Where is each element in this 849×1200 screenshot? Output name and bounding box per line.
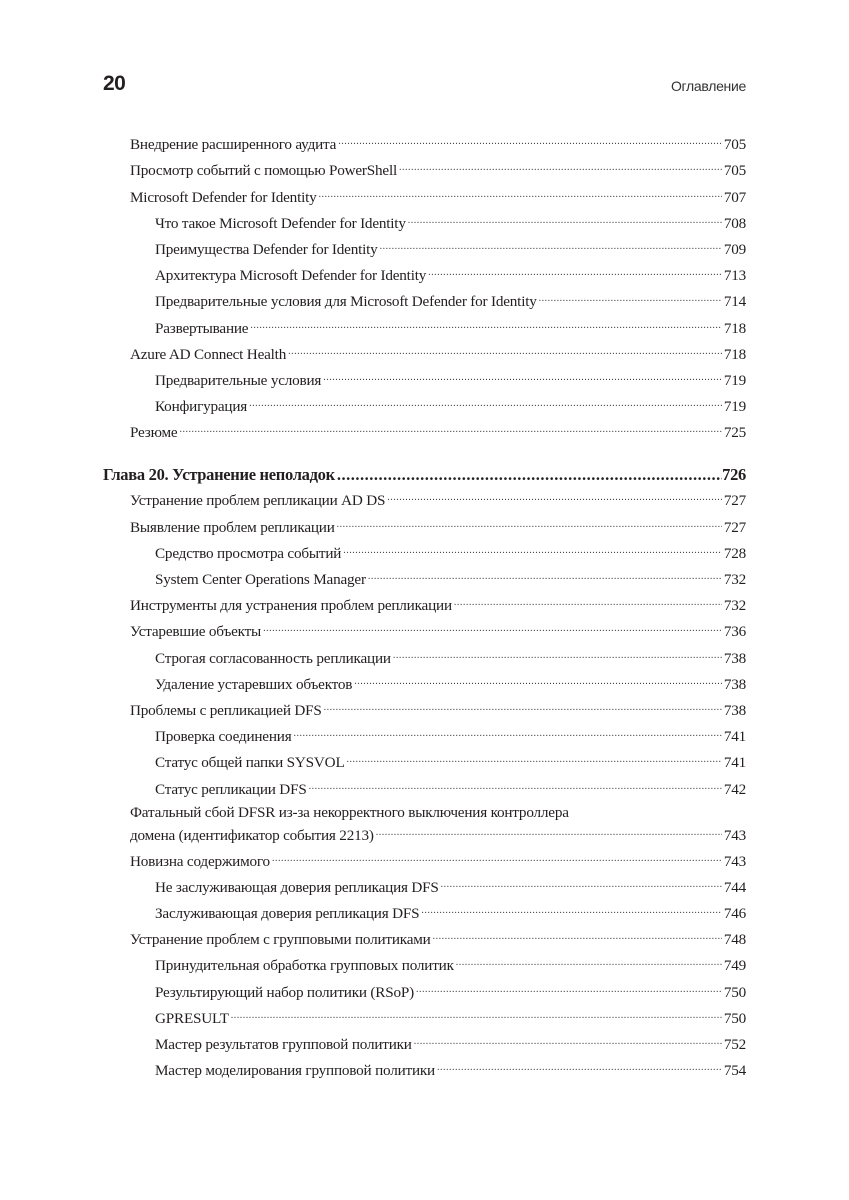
toc-entry-page: 728 [723, 544, 746, 562]
toc-entry-page: 752 [723, 1036, 746, 1053]
toc-entry-title: System Center Operations Manager [155, 571, 366, 588]
toc-entry-page: 748 [723, 931, 746, 949]
toc-entry[interactable] [103, 668, 746, 694]
toc-entry-page: 714 [723, 293, 746, 311]
toc-entry-title: Принудительная обработка групповых политик [155, 957, 454, 975]
toc-entry-page: 736 [723, 623, 746, 641]
toc-leader-dots [428, 264, 722, 282]
toc-entry-title-line1: Фатальный сбой DFSR из-за некорректного выключения контроллера [130, 803, 569, 821]
toc-entry[interactable] [103, 364, 746, 390]
toc-entry[interactable] [103, 259, 746, 285]
toc-entry-title: Мастер результатов групповой политики [155, 1036, 412, 1053]
toc-entry[interactable] [103, 338, 746, 364]
toc-entry-title: Инструменты для устранения проблем репликации [130, 597, 452, 615]
toc-leader-dots [416, 981, 722, 999]
toc-entry-page: 718 [723, 345, 746, 363]
toc-leader-dots [368, 568, 722, 586]
toc-entry-title: Развертывание [155, 319, 249, 337]
toc-leader-dots [456, 954, 722, 972]
toc-entry-page: 709 [723, 240, 746, 258]
toc-entry-page: 718 [723, 319, 746, 337]
toc-entry-multiline[interactable] [103, 799, 746, 845]
toc-leader-dots [179, 421, 721, 439]
toc-leader-dots [376, 824, 722, 842]
toc-entry-title: Устранение проблем с групповыми политиками [130, 931, 431, 949]
toc-leader-dots [343, 542, 722, 560]
toc-entry[interactable] [103, 772, 746, 798]
toc-entry[interactable] [103, 746, 746, 772]
toc-entry-title: GPRESULT [155, 1009, 229, 1027]
toc-entry-page: 725 [723, 424, 746, 442]
toc-leader-dots [288, 343, 722, 361]
toc-entry-title: Новизна содержимого [130, 852, 270, 870]
toc-chapter-entry[interactable] [103, 456, 746, 484]
toc-entry-page: 708 [723, 214, 746, 232]
toc-entry-title: Резюме [130, 424, 178, 442]
toc-entry[interactable] [103, 128, 746, 154]
toc-entry[interactable] [103, 233, 746, 259]
toc-leader-dots [399, 159, 722, 177]
running-head: Оглавление [670, 78, 746, 94]
toc-entry-title: Архитектура Microsoft Defender for Identity [155, 267, 427, 285]
toc-leader-dots [433, 928, 722, 946]
toc-entry-page: 719 [723, 398, 746, 416]
toc-entry-title: Microsoft Defender for Identity [130, 188, 317, 206]
toc-entry-title: Преимущества Defender for Identity [155, 240, 378, 258]
toc-leader-dots [309, 778, 722, 796]
toc-entry-title: Просмотр событий с помощью PowerShell [130, 162, 398, 180]
toc-leader-dots [454, 594, 722, 612]
toc-entry[interactable] [103, 975, 746, 1001]
toc-entry-page: 705 [723, 136, 746, 154]
toc-entry-title: Средство просмотра событий [155, 544, 342, 562]
toc-entry-page: 732 [723, 597, 746, 615]
table-of-contents [103, 128, 746, 1080]
toc-entry-title: Что такое Microsoft Defender for Identity [155, 214, 406, 232]
toc-entry-title: Глава 20. Устранение неполадок [103, 465, 335, 485]
toc-entry-title: Строгая согласованность репликации [155, 649, 391, 667]
toc-leader-dots [319, 186, 722, 204]
toc-entry-title: Не заслуживающая доверия репликация DFS [155, 878, 439, 896]
toc-group-before [103, 128, 746, 442]
toc-entry[interactable] [103, 537, 746, 563]
toc-leader-dots [263, 620, 722, 638]
toc-entry[interactable] [103, 845, 746, 871]
toc-entry-page: 746 [723, 905, 746, 923]
toc-leader-dots [337, 466, 722, 484]
toc-leader-dots [539, 290, 722, 308]
toc-entry-page: 713 [723, 267, 746, 285]
toc-entry[interactable] [103, 563, 746, 589]
toc-entry-title: Статус общей папки SYSVOL [155, 754, 345, 772]
toc-entry-title: Результирующий набор политики (RSoP) [155, 983, 414, 1001]
toc-leader-dots [324, 699, 722, 717]
toc-entry-title: Внедрение расширенного аудита [130, 136, 337, 154]
toc-entry-page: 750 [723, 1009, 746, 1027]
toc-group-after-a [103, 484, 746, 798]
toc-entry-title: Проверка соединения [155, 728, 292, 746]
toc-entry-page: 743 [723, 852, 746, 870]
toc-entry-title: Azure AD Connect Health [130, 345, 287, 363]
toc-entry[interactable] [103, 871, 746, 897]
toc-leader-dots [323, 369, 722, 387]
toc-entry[interactable] [103, 720, 746, 746]
toc-entry[interactable] [103, 589, 746, 615]
toc-entry[interactable] [103, 923, 746, 949]
toc-entry-title: Мастер моделирования групповой политики [155, 1062, 435, 1080]
toc-entry[interactable] [103, 207, 746, 233]
toc-leader-dots [347, 751, 722, 769]
toc-entry-page: 738 [723, 675, 746, 693]
toc-leader-dots [337, 516, 722, 534]
toc-leader-dots [387, 489, 722, 507]
toc-entry[interactable] [103, 949, 746, 975]
toc-entry-page: 744 [723, 878, 746, 896]
toc-leader-dots [380, 238, 722, 256]
toc-entry[interactable] [103, 1028, 746, 1054]
toc-leader-dots [250, 317, 721, 335]
toc-leader-dots [441, 876, 722, 894]
toc-entry-title: Удаление устаревших объектов [155, 675, 353, 693]
toc-entry-title: Конфигурация [155, 398, 248, 416]
toc-entry[interactable] [103, 694, 746, 720]
toc-entry[interactable] [103, 1054, 746, 1080]
toc-entry-title: Предварительные условия [155, 371, 322, 389]
toc-entry-title-line2: домена (идентификатор события 2213) [130, 826, 374, 844]
toc-entry[interactable] [103, 641, 746, 667]
toc-entry-page: 749 [723, 957, 746, 975]
toc-leader-dots [231, 1007, 722, 1025]
toc-entry-page: 742 [723, 780, 746, 798]
toc-entry-page: 727 [723, 518, 746, 536]
toc-entry-page: 738 [723, 649, 746, 667]
toc-entry[interactable] [103, 1002, 746, 1028]
toc-entry-page: 732 [723, 571, 746, 588]
toc-entry-page: 707 [723, 188, 746, 206]
toc-entry-page: 743 [723, 826, 746, 844]
toc-entry-page: 719 [723, 371, 746, 389]
toc-leader-dots [338, 133, 722, 151]
toc-leader-dots [408, 212, 722, 230]
toc-entry-page: 727 [723, 492, 746, 510]
toc-entry[interactable] [103, 154, 746, 180]
toc-leader-dots [272, 850, 722, 868]
toc-entry-title: Статус репликации DFS [155, 780, 307, 798]
toc-leader-dots [421, 902, 721, 920]
toc-entry-title: Устранение проблем репликации AD DS [130, 492, 386, 510]
toc-entry[interactable] [103, 416, 746, 442]
toc-leader-dots [249, 395, 722, 413]
toc-leader-dots [393, 647, 722, 665]
toc-entry-title: Выявление проблем репликации [130, 518, 335, 536]
toc-entry-title: Устаревшие объекты [130, 623, 262, 641]
toc-entry[interactable] [103, 897, 746, 923]
toc-entry[interactable] [103, 311, 746, 337]
toc-entry[interactable] [103, 180, 746, 206]
toc-entry-title: Проблемы с репликацией DFS [130, 701, 322, 719]
toc-entry[interactable] [103, 510, 746, 536]
toc-entry-page: 754 [723, 1062, 746, 1080]
toc-entry-page: 705 [723, 162, 746, 180]
page-number: 20 [103, 72, 126, 95]
toc-entry-page: 738 [723, 701, 746, 719]
toc-entry[interactable] [103, 390, 746, 416]
toc-entry[interactable] [103, 484, 746, 510]
toc-entry-title: Заслуживающая доверия репликация DFS [155, 905, 420, 923]
toc-leader-dots [293, 725, 721, 743]
toc-entry[interactable] [103, 615, 746, 641]
toc-entry-page: 750 [723, 983, 746, 1001]
toc-group-after-b [103, 845, 746, 1081]
toc-entry-page: 741 [723, 728, 746, 746]
toc-entry-page: 741 [723, 754, 746, 772]
toc-leader-dots [437, 1059, 722, 1077]
toc-entry-page: 726 [722, 465, 746, 485]
toc-leader-dots [354, 673, 722, 691]
toc-entry[interactable] [103, 285, 746, 311]
toc-leader-dots [414, 1033, 722, 1051]
toc-entry-title: Предварительные условия для Microsoft Defender for Identity [155, 293, 537, 311]
